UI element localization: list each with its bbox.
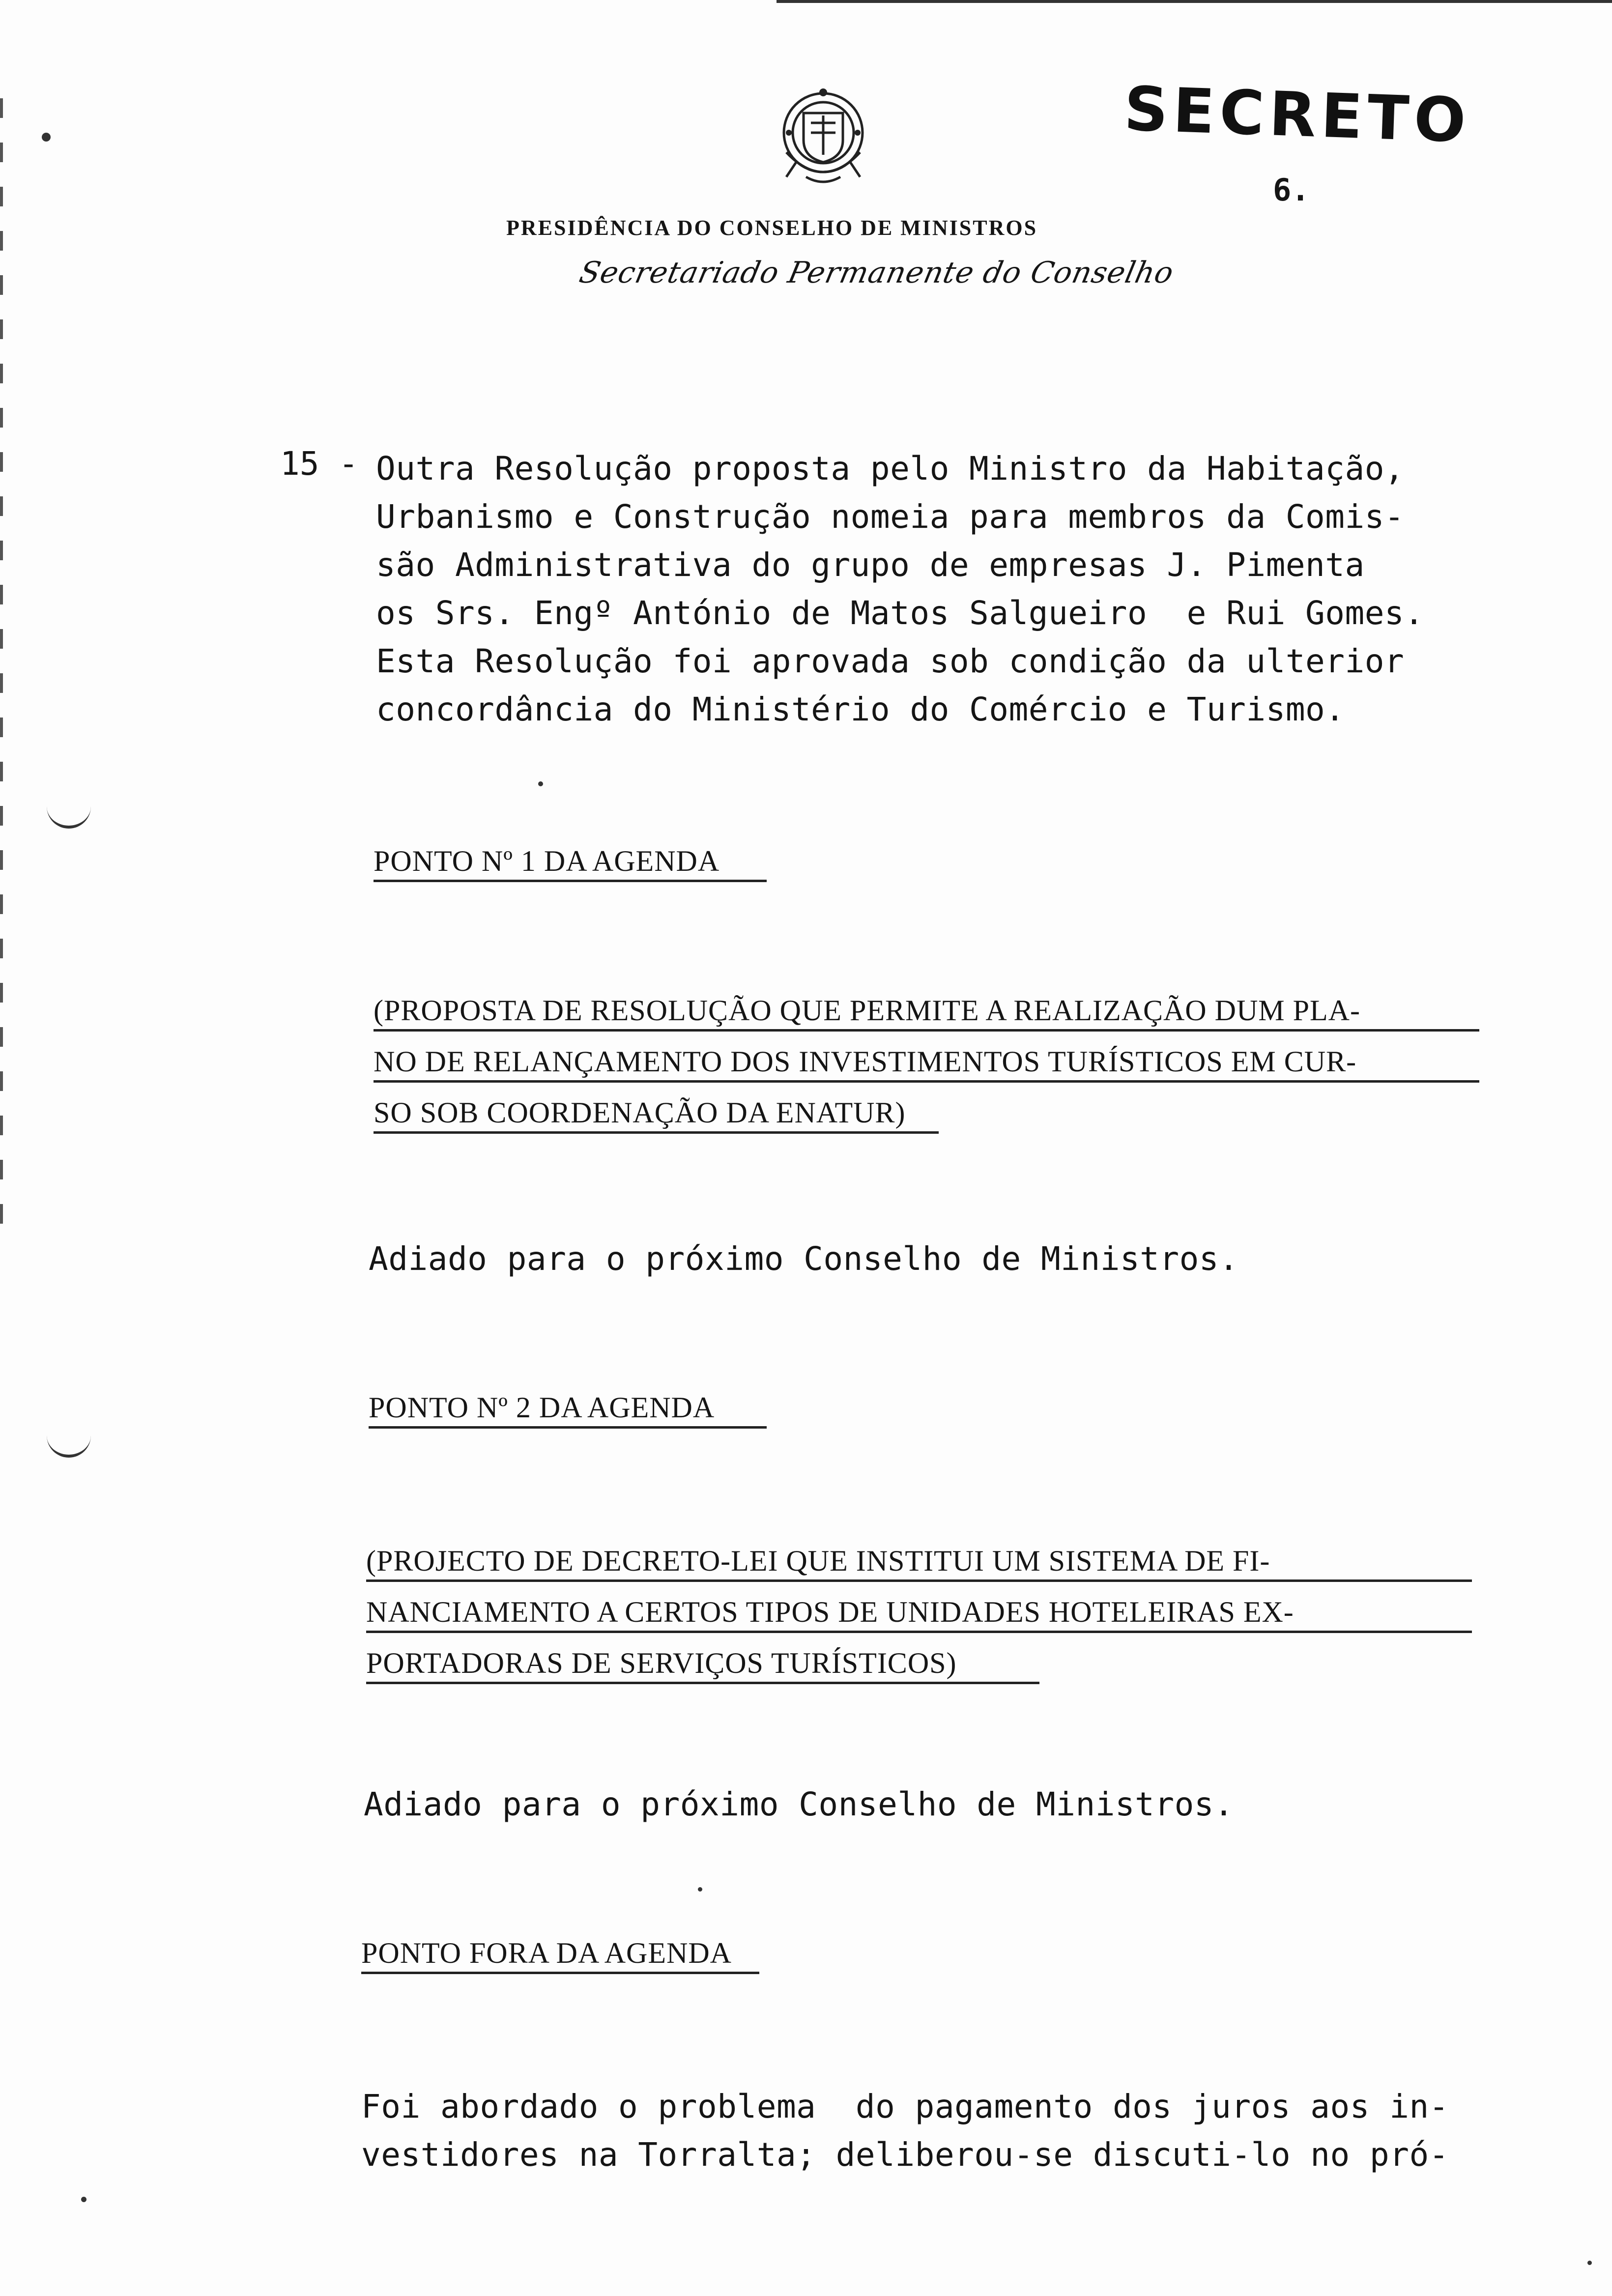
heading-underline: [369, 1426, 767, 1429]
title-underline: [366, 1682, 1039, 1684]
speck: [42, 133, 51, 142]
agenda-point-2-title-line: PORTADORAS DE SERVIÇOS TURÍSTICOS): [366, 1647, 957, 1679]
title-underline: [374, 1131, 939, 1134]
agenda-point-2-title-line: (PROJECTO DE DECRETO-LEI QUE INSTITUI UM SISTEMA DE FI-: [366, 1545, 1270, 1577]
agenda-point-2-title-line: NANCIAMENTO A CERTOS TIPOS DE UNIDADES HOTELEIRAS EX-: [366, 1596, 1294, 1628]
off-agenda-heading: PONTO FORA DA AGENDA: [361, 1937, 732, 1969]
heading-underline: [374, 880, 767, 882]
item-15-line: os Srs. Engº António de Matos Salgueiro e Rui Gomes.: [376, 594, 1424, 632]
subdivision-name: Secretariado Permanente do Conselho: [576, 256, 1177, 290]
left-edge-marks: [0, 98, 3, 1229]
off-agenda-line: Foi abordado o problema do pagamento dos juros aos in-: [361, 2088, 1449, 2125]
title-underline: [374, 1080, 1479, 1083]
agenda-point-1-title-line: NO DE RELANÇAMENTO DOS INVESTIMENTOS TURÍSTICOS EM CUR-: [374, 1045, 1357, 1078]
agenda-point-1-decision: Adiado para o próximo Conselho de Ministros.: [369, 1240, 1239, 1278]
agenda-point-1-title-line: (PROPOSTA DE RESOLUÇÃO QUE PERMITE A REALIZAÇÃO DUM PLA-: [374, 994, 1360, 1027]
agenda-point-2-decision: Adiado para o próximo Conselho de Ministros.: [364, 1785, 1234, 1823]
agenda-point-1-title-line: SO SOB COORDENAÇÃO DA ENATUR): [374, 1096, 906, 1129]
page-number: 6.: [1273, 172, 1310, 208]
item-15-line: Esta Resolução foi aprovada sob condição da ulterior: [376, 642, 1405, 680]
item-15-line: Urbanismo e Construção nomeia para membros da Comis-: [376, 498, 1405, 536]
heading-underline: [361, 1972, 759, 1974]
agenda-point-2-heading: PONTO Nº 2 DA AGENDA: [369, 1391, 715, 1424]
item-number: 15 -: [280, 445, 358, 483]
speck: [538, 781, 543, 786]
speck: [1587, 2261, 1592, 2265]
item-15-line: Outra Resolução proposta pelo Ministro da Habitação,: [376, 450, 1405, 488]
title-underline: [366, 1631, 1472, 1633]
margin-mark: [47, 1425, 91, 1458]
classification-stamp: SECRETO: [1123, 74, 1472, 157]
item-15-line: são Administrativa do grupo de empresas J. Pimenta: [376, 546, 1365, 584]
title-underline: [366, 1579, 1472, 1582]
institution-name: PRESIDÊNCIA DO CONSELHO DE MINISTROS: [506, 216, 1038, 240]
speck: [81, 2197, 86, 2202]
margin-mark: [47, 796, 91, 829]
top-rule: [777, 0, 1612, 3]
off-agenda-line: vestidores na Torralta; deliberou-se discuti-lo no pró-: [361, 2136, 1449, 2174]
agenda-point-1-heading: PONTO Nº 1 DA AGENDA: [374, 845, 720, 877]
title-underline: [374, 1029, 1479, 1032]
item-15-line: concordância do Ministério do Comércio e Turismo.: [376, 690, 1345, 728]
coat-of-arms-icon: [767, 79, 880, 197]
speck: [698, 1887, 702, 1892]
